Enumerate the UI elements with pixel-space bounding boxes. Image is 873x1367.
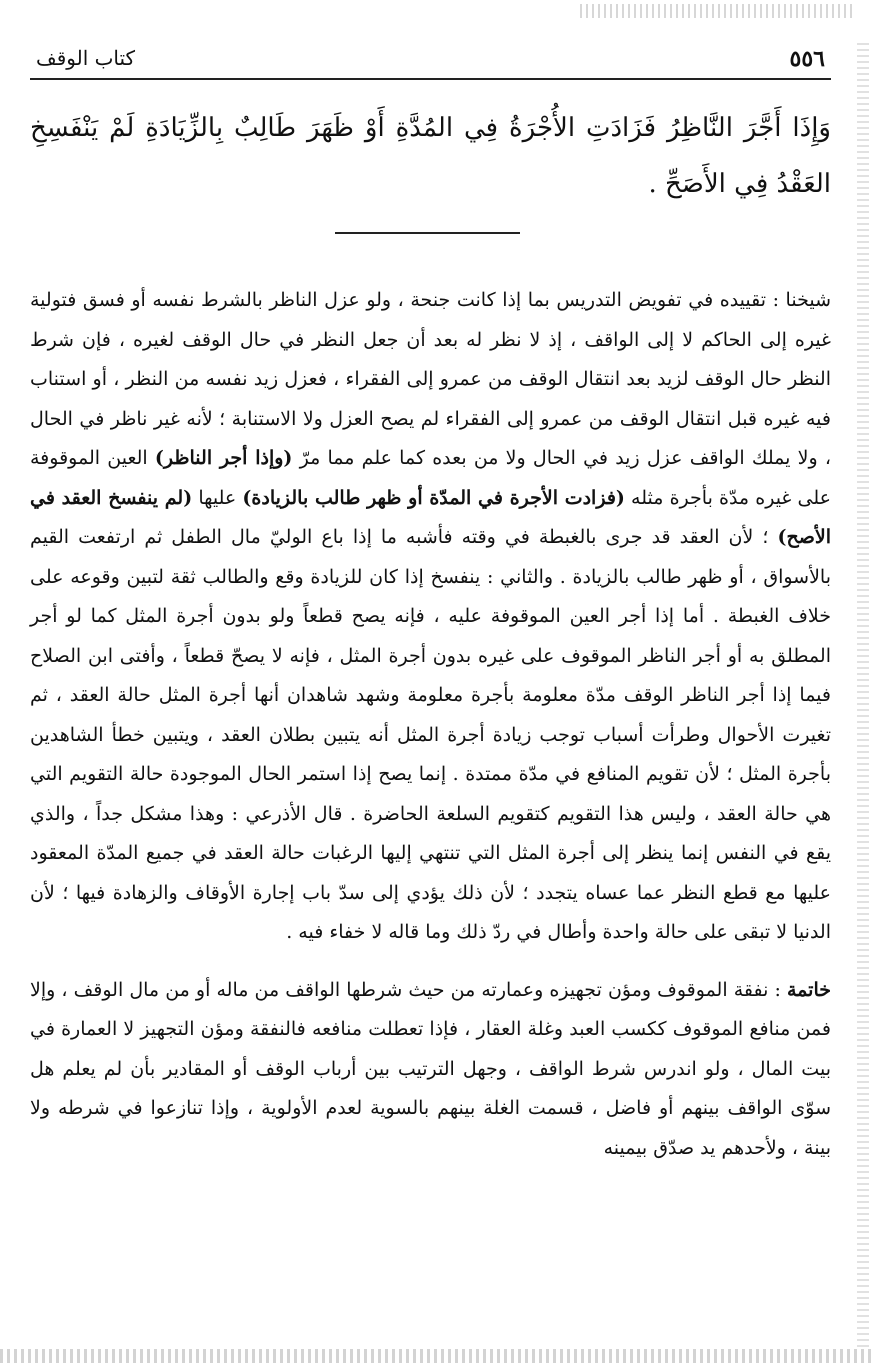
decorative-border-bottom [0, 1349, 873, 1363]
paragraph-gap [30, 953, 831, 971]
matn-text: وَإِذَا أَجَّرَ النَّاظِرُ فَزَادَتِ الأُجْرَةُ فِي المُدَّةِ أَوْ ظَهَرَ طَالِبٌ بِالزِّيَادَةِ لَمْ يَنْفَسِخِ العَقْدُ فِي الأَصَحِّ . [30, 113, 831, 199]
commentary-text: شيخنا : تقييده في تفويض التدريس بما إذا كانت جنحة ، ولو عزل الناظر بالشرط نفسه أو فسق فتولية غيره إلى الحاكم لا إلى الواقف ، إذ لا نظر له بعد أن جعل النظر في حال الوقف لغيره ، فإن شرط النظر حال الوقف لزيد بعد انتقال الوقف من عمرو إلى الفقراء ، فعزل زيد نفسه من النظر ، أو استناب فيه غيره قبل انتقال الوقف من عمرو إلى الفقراء لم يصح العزل ولا الاستنابة ؛ لأنه غير ناظر في الحال ، ولا يملك الواقف عزل زيد في الحال ولا من بعده كما علم مما مرّ [30, 289, 832, 469]
commentary-paragraph [30, 281, 831, 953]
running-title: كتاب الوقف [36, 46, 136, 70]
quoted-matn: (فزادت الأجرة في المدّة أو ظهر طالب بالزيادة) [242, 486, 625, 509]
decorative-border-top [580, 4, 853, 18]
quoted-matn: (لم ينفسخ العقد في الأصح) [30, 486, 831, 548]
khatima-paragraph [30, 971, 831, 1169]
matn-separator-rule [335, 232, 520, 234]
commentary-text: العين الموقوفة على غيره مدّة بأجرة مثله [30, 447, 831, 509]
khatima-text: : نفقة الموقوف ومؤن تجهيزه وعمارته من حيث شرطها الواقف من ماله أو من مال الوقف ، وإلا فمن منافع الموقوف ككسب العبد وغلة العقار ، فإذا تعطلت منافعه فالنفقة ومؤن التجهيز لا العمارة في بيت المال ، ولو اندرس شرط الواقف ، وجهل الترتيب بين أرباب الوقف أو المقادير بأن لم يعلم هل سوّى الواقف بينهم أو فاضل ، قسمت الغلة بينهم بالسوية لعدم الأولوية ، وإذا تنازعوا في شرطه ولا بينة ، ولأحدهم يد صدّق بيمينه [30, 978, 831, 1159]
commentary-text: ؛ لأن العقد قد جرى بالغبطة في وقته فأشبه ما إذا باع الوليّ مال الطفل ثم ارتفعت القيم بالأسواق ، أو ظهر طالب بالزيادة . والثاني : ينفسخ إذا كان للزيادة وقع والطالب ثقة لتبين وقوعه على خلاف الغبطة . أما إذا أجر العين الموقوفة عليه ، فإنه يصح قطعاً ولو بدون أجرة المثل كما لو أجر المطلق به أو أجر الناظر الموقوف على غيره بدون أجرة المثل ، فإنه لا يصحّ قطعاً ، وأفتى ابن الصلاح فيما إذا أجر الناظر الوقف مدّة معلومة بأجرة معلومة وشهد شاهدان أنها أجرة المثل حالة العقد ، ثم تغيرت الأحوال وطرأت أسباب توجب زيادة أجرة المثل أنه يتبين بطلان العقد ، ويتبين خطأ الشاهدين بأجرة المثل ؛ لأن تقويم المنافع في مدّة ممتدة . إنما يصح إذا استمر الحال الموجودة حالة التقويم التي هي حالة العقد ، وليس هذا التقويم كتقويم السلعة الحاضرة . قال الأذرعي : وهذا مشكل جداً ، والذي يقع في النفس إنما ينظر إلى أجرة المثل التي تنتهي إليها الرغبات حالة العقد في جميع المدّة المعقود عليها مع قطع النظر عما عساه يتجدد ؛ لأن ذلك يؤدي إلى سدّ باب إجارة الأوقاف والزهادة فيها ؛ لأن الدنيا لا تبقى على حالة واحدة وأطال في ردّ ذلك وما قاله لا خفاء فيه . [30, 526, 831, 943]
decorative-border-right [857, 40, 869, 1347]
commentary-body [30, 281, 831, 1168]
page-number: ٥٥٦ [789, 46, 825, 72]
header-rule [30, 78, 831, 80]
khatima-label: خاتمة [787, 978, 831, 1001]
commentary-text: عليها [192, 486, 243, 509]
quoted-matn: (وإذا أجر الناظر) [154, 447, 293, 469]
page-header [30, 40, 831, 80]
